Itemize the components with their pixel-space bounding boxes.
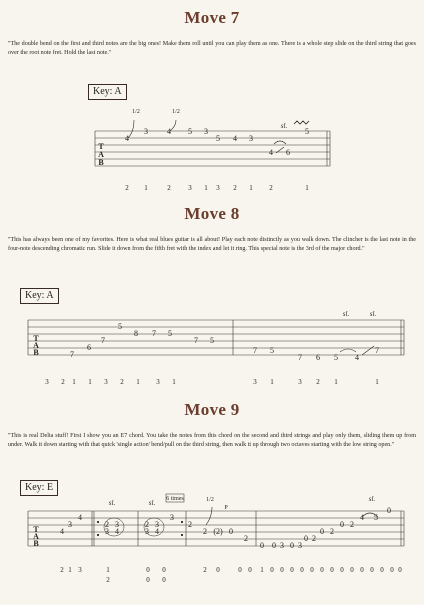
move7-fingering: 1 [144, 184, 148, 192]
move8-slide-curve [340, 349, 356, 352]
move9-note: 0 [340, 520, 344, 529]
move9-tab-clef-a: A [33, 532, 39, 541]
move9-note: 0 [320, 527, 324, 536]
move7-note: 5 [305, 127, 309, 136]
move9-note: 2 [105, 520, 109, 529]
move8-slide-label: sl. [342, 310, 350, 318]
move9-fingering: 0 [146, 576, 150, 584]
move9-fingering: 0 [310, 566, 314, 574]
move9-note: 3 [115, 520, 119, 529]
move9-note: 3 [155, 520, 159, 529]
move9-pull-label: P [224, 505, 228, 511]
move7-note: 6 [286, 148, 290, 157]
move9-fingering: 3 [78, 566, 82, 574]
move9-note: 4 [78, 513, 82, 522]
move9-fingering: 2 [106, 576, 110, 584]
move8-fingering: 1 [72, 378, 76, 386]
move8-slide-line [362, 346, 374, 355]
move9-fingering: 0 [330, 566, 334, 574]
move7-tab-clef-t: T [98, 142, 104, 151]
move9-note: 3 [145, 527, 149, 536]
move9-repeat-dot [97, 534, 99, 536]
move8-note: 5 [334, 353, 338, 362]
move9-bend-label: 1/2 [206, 497, 214, 503]
move8-fingering: 1 [375, 378, 379, 386]
move8-note: 5 [168, 329, 172, 338]
move7-fingering: 3 [216, 184, 220, 192]
move9-note: 3 [105, 527, 109, 536]
move9-fingering: 0 [398, 566, 402, 574]
move7-note: 5 [216, 134, 220, 143]
move9-repeat-dot [97, 521, 99, 523]
move7-slide-curve [274, 141, 286, 144]
move7-note: 3 [144, 127, 148, 136]
move9-fingering: 0 [370, 566, 374, 574]
move9-note: 3 [170, 513, 174, 522]
move9-slide-label: sl. [108, 499, 116, 507]
move7-bend-label: 1/2 [132, 109, 140, 115]
move7-fingering: 2 [167, 184, 171, 192]
move8-note: 7 [101, 336, 105, 345]
move9-note: 0 [272, 541, 276, 550]
move9-fingering: 0 [216, 566, 220, 574]
move7-note: 3 [249, 134, 253, 143]
move7-description: "The double bend on the first and third notes are the big ones! Make them roll until you can play them as one. There is a whole step slide on the third string that goes over the root note fret. Hold the last note." [8, 41, 416, 56]
move9-repeat-label: 6 times [166, 496, 184, 502]
move9-fingering: 0 [300, 566, 304, 574]
move8-note: 5 [210, 336, 214, 345]
move9-fingering: 0 [162, 576, 166, 584]
move9-fingering: 1 [106, 566, 110, 574]
move9-bend-arrow [206, 507, 212, 525]
move7-tab-staff [0, 100, 424, 220]
move9-fingering: 2 [203, 566, 207, 574]
move9-fingering: 0 [270, 566, 274, 574]
move7-bend-label: 1/2 [172, 109, 180, 115]
move7-note: 5 [188, 127, 192, 136]
move9-note: 0 [260, 541, 264, 550]
move7-fingering: 1 [249, 184, 253, 192]
move8-note: 7 [375, 346, 379, 355]
move9-fingering: 0 [390, 566, 394, 574]
move9-note: 0 [229, 527, 233, 536]
move7-fingering: 2 [269, 184, 273, 192]
move7-note: 4 [233, 134, 237, 143]
move7-fingering: 2 [233, 184, 237, 192]
move9-fingering: 0 [320, 566, 324, 574]
move8-note: 7 [253, 346, 257, 355]
move9-note: 2 [203, 527, 207, 536]
move8-note: 5 [270, 346, 274, 355]
move9-note: 4 [115, 527, 119, 536]
move7-vibrato-mark [294, 121, 309, 124]
move9-tab-clef-b: B [33, 539, 39, 548]
move9-note: 2 [188, 520, 192, 529]
move9-fingering: 0 [340, 566, 344, 574]
move9-note: 3 [280, 541, 284, 550]
move9-note: (2) [213, 527, 223, 536]
move8-tab-staff [0, 300, 424, 410]
move9-fingering: 0 [380, 566, 384, 574]
move9-note: 5 [374, 513, 378, 522]
move9-fingering: 0 [146, 566, 150, 574]
move8-description: "This has always been one of my favorites. Here is what real blues guitar is all about! Play each note distinctly as you walk down. The clincher is the last note in the four-note descending chromatic run. Slide it down from the fifth fret with the index and let it ring. This special note is the 3rd of the major chord." [8, 237, 416, 252]
move7-title: Move 7 [184, 8, 240, 27]
move9-note: 0 [304, 534, 308, 543]
move8-fingering: 2 [316, 378, 320, 386]
move7-staff-lines [95, 131, 330, 166]
move7-slide-label: sl. [280, 122, 288, 130]
move8-note: 7 [70, 350, 74, 359]
move9-note: 0 [387, 506, 391, 515]
move8-slide-label: sl. [369, 310, 377, 318]
move8-fingering: 3 [104, 378, 108, 386]
move8-fingering: 1 [136, 378, 140, 386]
move9-note: 4 [360, 513, 364, 522]
move9-note: 2 [330, 527, 334, 536]
move9-note: 4 [155, 527, 159, 536]
move9-key-label: Key: E [20, 480, 58, 496]
move8-note: 6 [87, 343, 91, 352]
move9-slide-label: sl. [148, 499, 156, 507]
move7-note: 4 [167, 127, 171, 136]
move9-fingering: 1 [68, 566, 72, 574]
move9-fingering: 0 [360, 566, 364, 574]
move9-fingering: 0 [350, 566, 354, 574]
move7-fingering: 1 [204, 184, 208, 192]
move9-slide-label: sl. [368, 495, 376, 503]
move8-fingering: 2 [120, 378, 124, 386]
move9-note: 3 [68, 520, 72, 529]
move8-tab-clef-t: T [33, 334, 39, 343]
move8-fingering: 3 [45, 378, 49, 386]
move8-tab-clef-b: B [33, 348, 39, 357]
move8-note: 7 [194, 336, 198, 345]
move7-note: 4 [269, 148, 273, 157]
move7-fingering: 1 [305, 184, 309, 192]
move7-note: 4 [125, 134, 129, 143]
move8-note: 7 [298, 353, 302, 362]
move7-note: 3 [204, 127, 208, 136]
move8-note: 7 [152, 329, 156, 338]
move7-key-label: Key: A [88, 84, 127, 100]
move9-repeat-dot [181, 521, 183, 523]
move9-fingering: 0 [238, 566, 242, 574]
move8-note: 8 [134, 329, 138, 338]
move9-fingering: 0 [248, 566, 252, 574]
move8-fingering: 1 [334, 378, 338, 386]
move7-tab-clef-a: A [98, 150, 104, 159]
move9-note: 2 [145, 520, 149, 529]
move9-description: "This is real Delta stuff! First I show you an E7 chord. You take the notes from this chord on the second and third strings and play only them, sliding them up from under. Walk it down starting with that quick 'single action' bend/pull on the third string, then walk it up through two octaves starting with the low string open." [8, 433, 416, 448]
move8-fingering: 2 [61, 378, 65, 386]
move9-fingering: 0 [280, 566, 284, 574]
move8-note: 6 [316, 353, 320, 362]
move9-note: 2 [244, 534, 248, 543]
move9-repeat-dot [181, 534, 183, 536]
move9-note: 3 [298, 541, 302, 550]
move8-key-label: Key: A [20, 288, 59, 304]
move9-fingering: 0 [162, 566, 166, 574]
move9-fingering: 0 [290, 566, 294, 574]
move8-fingering: 1 [88, 378, 92, 386]
move9-note: 0 [290, 541, 294, 550]
move8-fingering: 3 [253, 378, 257, 386]
move9-fingering: 1 [260, 566, 264, 574]
move8-fingering: 3 [298, 378, 302, 386]
move9-tab-clef-t: T [33, 525, 39, 534]
move8-title: Move 8 [184, 204, 240, 223]
move8-fingering: 3 [156, 378, 160, 386]
move7-fingering: 3 [188, 184, 192, 192]
move9-fingering: 2 [60, 566, 64, 574]
move9-title: Move 9 [184, 400, 240, 419]
move8-note: 5 [118, 322, 122, 331]
move8-tab-clef-a: A [33, 341, 39, 350]
move8-staff-lines [28, 320, 404, 355]
move8-fingering: 1 [172, 378, 176, 386]
move8-note: 4 [355, 353, 359, 362]
move9-note: 2 [350, 520, 354, 529]
move8-fingering: 1 [270, 378, 274, 386]
move9-note: 2 [312, 534, 316, 543]
move9-note: 4 [60, 527, 64, 536]
move9-tab-staff [0, 495, 424, 605]
move7-tab-clef-b: B [98, 158, 104, 167]
move7-fingering: 2 [125, 184, 129, 192]
